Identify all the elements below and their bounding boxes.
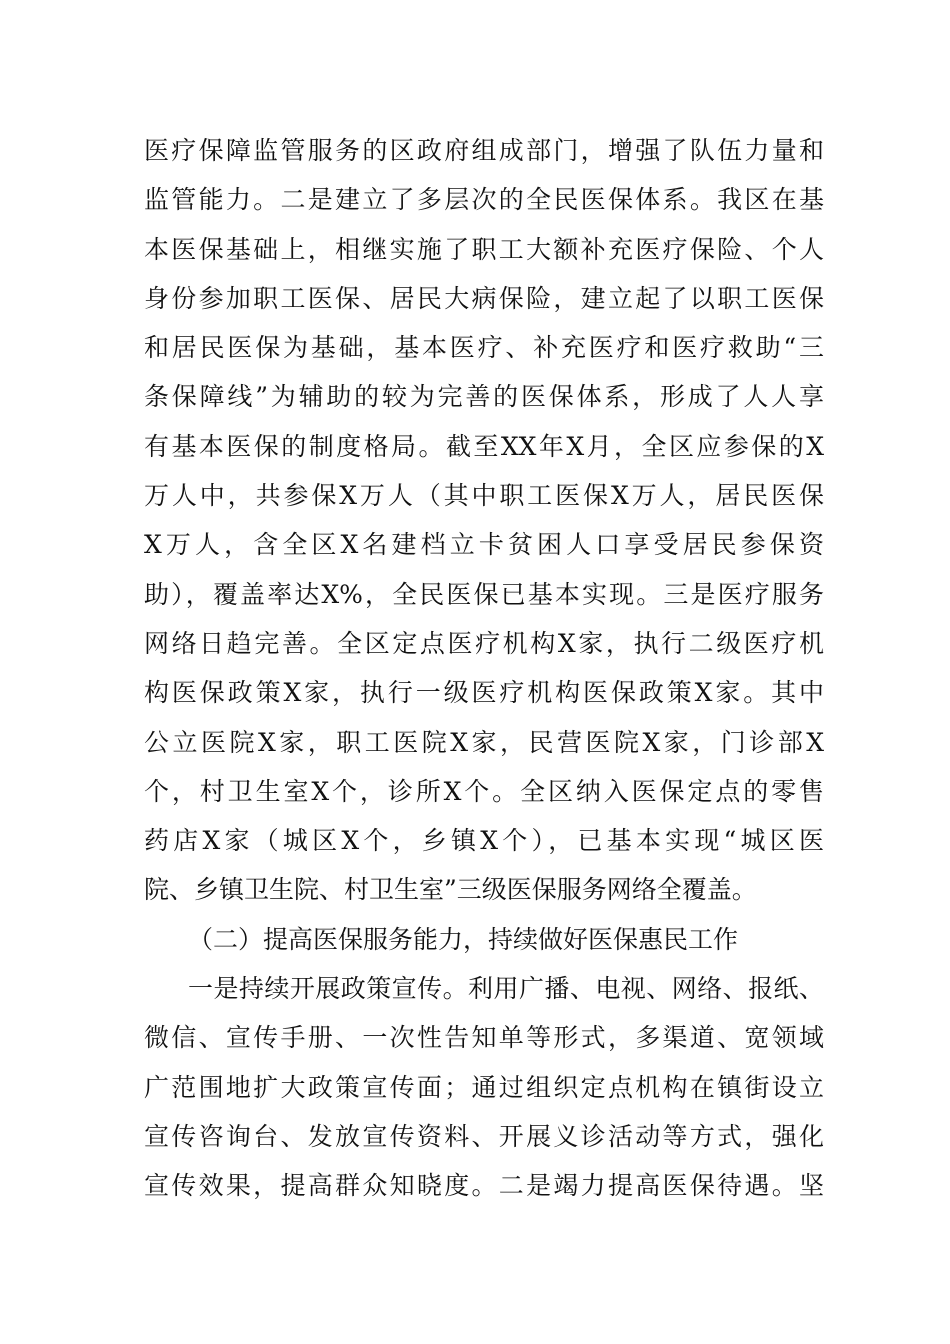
text-line: 宣传效果，提高群众知晓度。二是竭力提高医保待遇。坚 [144,1171,824,1201]
text-line: 本医保基础上，相继实施了职工大额补充医疗保险、个人 [144,234,824,264]
text-line: 条保障线”为辅助的较为完善的医保体系，形成了人人享 [144,382,824,412]
text-line: 微信、宣传手册、一次性告知单等形式，多渠道、宽领域 [144,1023,824,1053]
text-line: 公立医院X家，职工医院X家，民营医院X家，门诊部X [144,727,824,757]
text-line: 院、乡镇卫生院、村卫生室”三级医保服务网络全覆盖。 [144,875,757,905]
text-line: 网络日趋完善。全区定点医疗机构X家，执行二级医疗机 [144,628,824,658]
body-text [144,126,824,1211]
text-line: 药店X家（城区X个，乡镇X个），已基本实现“城区医 [144,826,824,856]
text-line: 助），覆盖率达X%，全民医保已基本实现。三是医疗服务 [144,579,824,609]
text-line: 身份参加职工医保、居民大病保险，建立起了以职工医保 [144,283,824,313]
text-line: 个，村卫生室X个，诊所X个。全区纳入医保定点的零售 [144,776,824,806]
text-line: 医疗保障监管服务的区政府组成部门，增强了队伍力量和 [144,136,824,165]
text-line: 监管能力。二是建立了多层次的全民医保体系。我区在基 [144,185,824,215]
text-line: 广范围地扩大政策宣传面；通过组织定点机构在镇街设立 [144,1072,824,1102]
text-line: 一是持续开展政策宣传。利用广播、电视、网络、报纸、 [188,974,824,1004]
text-line: 宣传咨询台、发放宣传资料、开展义诊活动等方式，强化 [144,1121,824,1151]
text-line: 万人中，共参保X万人（其中职工医保X万人，居民医保 [144,481,824,511]
text-line: 和居民医保为基础，基本医疗、补充医疗和医疗救助“三 [144,333,824,363]
text-line: X万人，含全区X名建档立卡贫困人口享受居民参保资 [144,530,824,560]
text-line: 构医保政策X家，执行一级医疗机构医保政策X家。其中 [144,678,824,708]
section-heading: （二）提高医保服务能力，持续做好医保惠民工作 [188,924,739,954]
text-line: 有基本医保的制度格局。截至XX年X月，全区应参保的X [144,431,824,461]
